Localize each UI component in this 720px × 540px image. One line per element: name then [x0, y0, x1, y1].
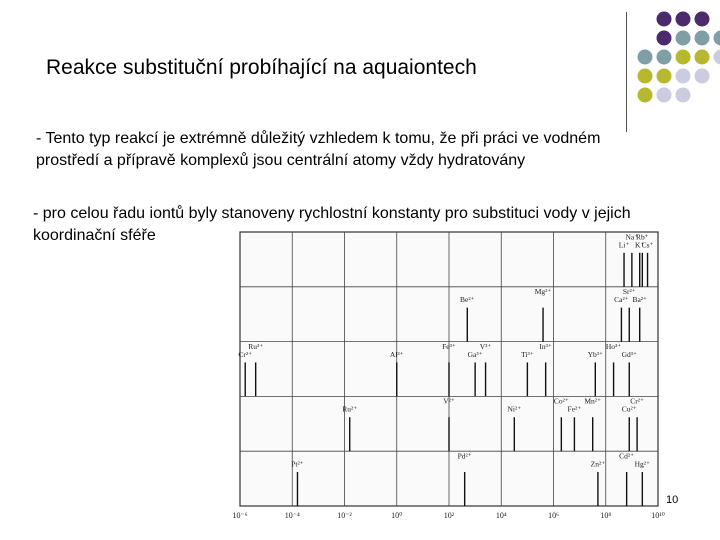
ion-label: V²⁺ [443, 396, 455, 406]
ion-label: Pd²⁺ [457, 451, 472, 461]
x-tick-label: 10¹⁰ [651, 511, 665, 520]
x-tick-label: 10⁻⁴ [284, 511, 300, 520]
ion-label: Hg²⁺ [634, 459, 651, 469]
x-tick-label: 10⁸ [600, 511, 612, 520]
ion-label: K⁺ [635, 240, 645, 250]
ion-label: V³⁺ [479, 341, 492, 351]
ion-label: Co²⁺ [553, 396, 569, 406]
ion-label: Ti³⁺ [521, 349, 534, 359]
ion-label: Ru³⁺ [248, 341, 264, 351]
ion-label: Ga³⁺ [467, 349, 483, 359]
ion-label: Yb³⁺ [587, 349, 603, 359]
ion-label: Cu²⁺ [621, 404, 637, 414]
ion-label: Fe²⁺ [567, 404, 582, 414]
x-tick-label: 10² [443, 511, 455, 520]
ion-label: Ru²⁺ [342, 404, 358, 414]
x-tick-label: 10⁰ [391, 511, 403, 520]
ion-label: Zn²⁺ [590, 459, 606, 469]
slide-title: Reakce substituční probíhající na aquaiontech [46, 56, 477, 79]
slide-number: 10 [666, 494, 679, 506]
ion-label: Cs⁺ [641, 240, 654, 250]
ion-label: Mg²⁺ [534, 287, 552, 297]
ion-label: Mn²⁺ [584, 396, 602, 406]
ion-label: Ni²⁺ [507, 404, 522, 414]
ion-label: Rb⁺ [635, 232, 649, 242]
ion-label: Cd²⁺ [619, 451, 635, 461]
ion-label: Cr²⁺ [630, 396, 644, 406]
ion-label: Be²⁺ [460, 295, 475, 305]
ion-label: Li⁺ [618, 240, 630, 250]
ion-label: Cr²⁺ [238, 349, 253, 359]
ion-label: Na⁺ [625, 232, 639, 242]
ion-label: Sr²⁺ [622, 287, 636, 297]
bullet-text-1: - Tento typ reakcí je extrémně důležitý vzhledem k tomu, že při práci ve vodném prostředí a přípravě komplexů jsou centrální atomy vždy hydratovány [36, 130, 601, 169]
ion-label: Al³⁺ [389, 349, 404, 359]
ion-label: Gd³⁺ [621, 349, 637, 359]
x-tick-label: 10⁴ [495, 511, 507, 520]
ion-label: Ho³⁺ [605, 341, 622, 351]
ion-label: Pt²⁺ [291, 459, 304, 469]
ion-label: Ca²⁺ [614, 295, 629, 305]
ion-label: Ba²⁺ [632, 295, 647, 305]
x-tick-label: 10⁻⁶ [232, 511, 248, 520]
bullet-text-2: - pro celou řadu iontů byly stanoveny rychlostní konstanty pro substituci vody v jejich koordinační sféře [33, 205, 631, 244]
x-tick-label: 10⁻² [337, 511, 352, 520]
x-tick-label: 10⁶ [548, 511, 559, 520]
ion-label: Fe³⁺ [442, 341, 456, 351]
ion-label: In³⁺ [539, 341, 552, 351]
